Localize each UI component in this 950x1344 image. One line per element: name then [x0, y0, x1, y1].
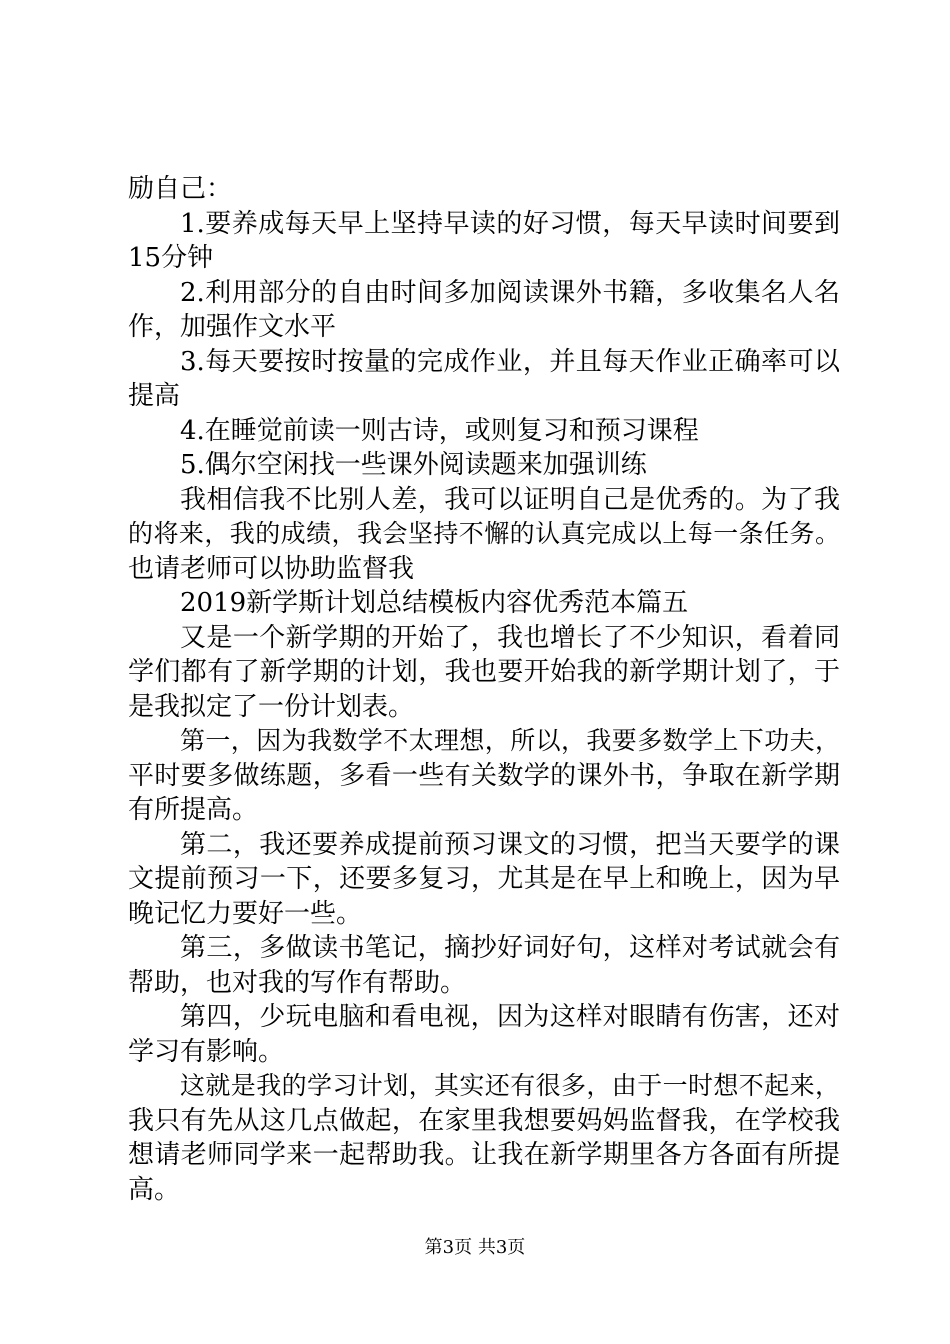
text-line: 5.偶尔空闲找一些课外阅读题来加强训练: [180, 450, 647, 480]
text-line: 作，加强作文水平: [128, 312, 337, 342]
text-line: 又是一个新学期的开始了，我也增长了不少知识，看着同: [180, 622, 840, 653]
text-line: 励自己：: [128, 174, 233, 204]
text-line: 有所提高。: [128, 795, 259, 825]
text-line: 这就是我的学习计划，其实还有很多，由于一时想不起来，: [180, 1071, 840, 1100]
text-line: 学习有影响。: [128, 1036, 285, 1067]
text-line: 文提前预习一下，还要多复习，尤其是在早上和晚上，因为早: [128, 864, 840, 894]
text-line: 1.要养成每天早上坚持早读的好习惯，每天早读时间要到: [180, 208, 840, 239]
text-line: 第四，少玩电脑和看电视，因为这样对眼睛有伤害，还对: [180, 1002, 840, 1032]
text-line: 我相信我不比别人差，我可以证明自己是优秀的。为了我: [180, 484, 840, 515]
text-line: 的将来，我的成绩，我会坚持不懈的认真完成以上每一条任务。: [128, 519, 840, 548]
text-line: 15分钟: [128, 243, 214, 273]
text-line: 4.在睡觉前读一则古诗，或则复习和预习课程: [180, 415, 699, 446]
text-line: 学们都有了新学期的计划，我也要开始我的新学期计划了，于: [128, 657, 840, 687]
text-line: 第二，我还要养成提前预习课文的习惯，把当天要学的课: [180, 829, 840, 860]
page-footer: 第3页 共3页: [424, 1237, 526, 1258]
text-line: 帮助，也对我的写作有帮助。: [128, 967, 467, 998]
text-line: 平时要多做练题，多看一些有关数学的课外书，争取在新学期: [128, 760, 840, 791]
text-line: 也请老师可以协助监督我: [128, 553, 415, 584]
text-line: 第一，因为我数学不太理想，所以，我要多数学上下功夫，: [180, 726, 840, 755]
text-line: 晚记忆力要好一些。: [128, 898, 363, 929]
text-line: 第三，多做读书笔记，摘抄好词好句，这样对考试就会有: [180, 933, 840, 963]
text-line: 提高: [128, 381, 181, 411]
text-line: 高。: [128, 1174, 181, 1205]
text-line: 想请老师同学来一起帮助我。让我在新学期里各方各面有所提: [128, 1140, 840, 1170]
document-body: [128, 172, 840, 1207]
text-line: 2.利用部分的自由时间多加阅读课外书籍，多收集名人名: [180, 277, 840, 308]
text-line: 3.每天要按时按量的完成作业，并且每天作业正确率可以: [180, 346, 840, 377]
text-line: 是我拟定了一份计划表。: [128, 691, 415, 722]
text-line: 我只有先从这几点做起，在家里我想要妈妈监督我，在学校我: [128, 1105, 840, 1136]
text-line: 2019新学斯计划总结模板内容优秀范本篇五: [180, 588, 689, 618]
